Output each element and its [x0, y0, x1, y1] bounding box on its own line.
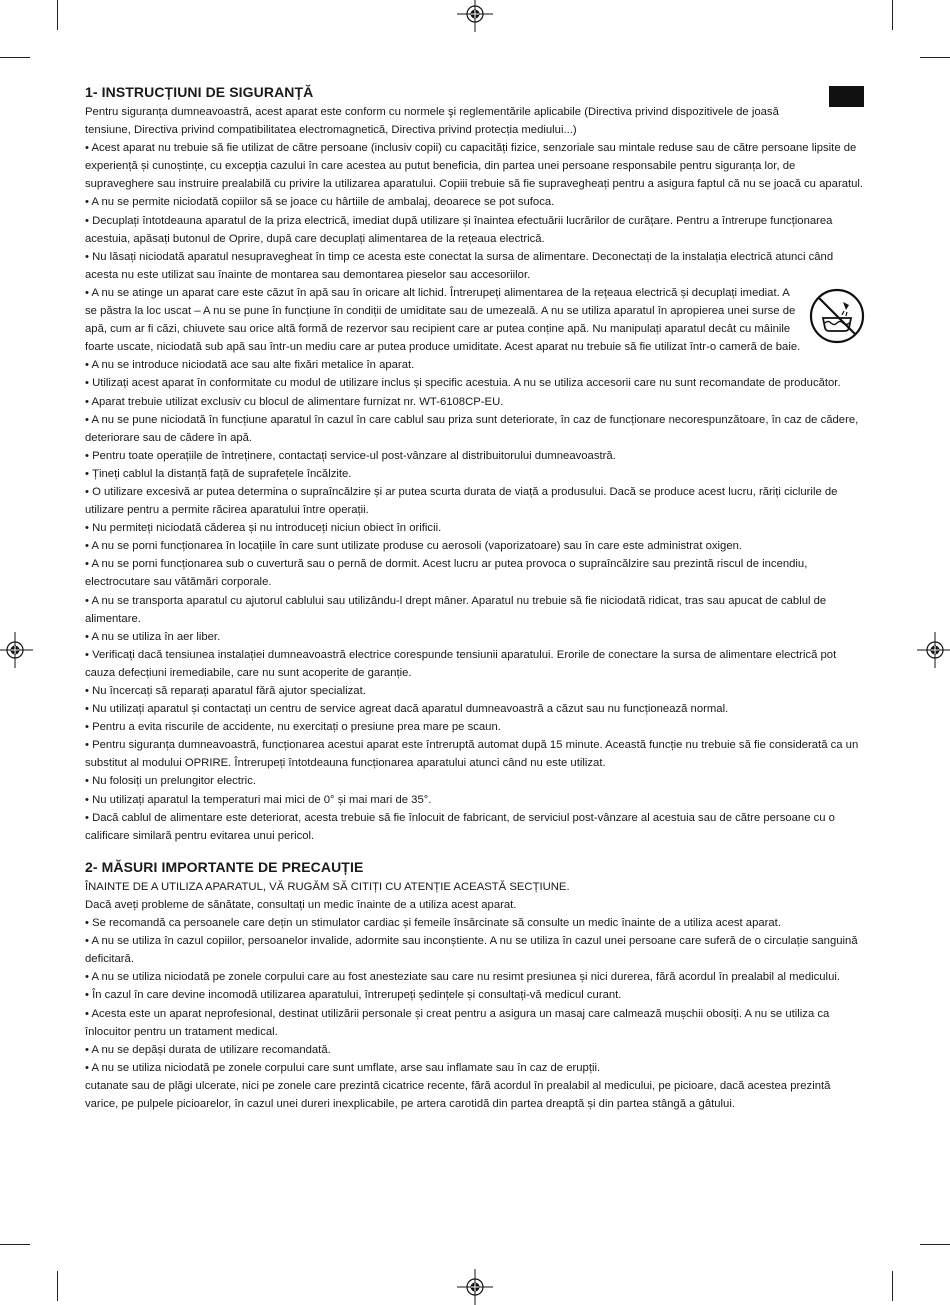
list-item: • Acest aparat nu trebuie să fie utilizat de către persoane (inclusiv copii) cu capacități fizice, senzoriale sau mintale reduse sau de către persoane lipsite de experiență și cunoștințe, cu excepția cazului în care acestea au putut beneficia, din partea unei persoane responsabile pentru siguranța lor, de supraveghere sau instruire prealabilă cu privire la utilizarea aparatului. Copiii trebuie să fie supravegheați pentru a asigura faptul că nu se joacă cu aparatul. — [85, 142, 864, 191]
list-item: • Țineți cablul la distanță față de suprafețele încălzite. — [85, 467, 352, 480]
crop-mark — [920, 57, 950, 58]
registration-mark-icon — [917, 632, 950, 668]
registration-mark-icon — [457, 1269, 493, 1305]
list-item: • Utilizați acest aparat în conformitate cu modul de utilizare inclus și specific acestuia. A nu se utiliza accesorii care nu sunt recomandate de producător. — [85, 377, 841, 390]
list-item: • A nu se atinge un aparat care este căzut în apă sau în oricare alt lichid. Întrerupeți alimentarea de la rețeaua electrică și decuplați imediat. A se păstra la loc uscat – A nu se pune în funcțiune în condiții de umiditate sau de umezeală. A nu se utiliza aparatul în apropierea unei surse de apă, cum ar fi căzi, chiuvete sau orice altă formă de rezervor sau recipient care ar putea conține apă. Nu manipulați aparatul decât cu mâinile foarte uscate, niciodată sub apă sau într-un mediu care ar putea produce umiditate. Acest aparat nu trebuie să fie utilizat într-o cameră de baie. — [85, 286, 801, 354]
registration-mark-icon — [457, 0, 493, 32]
manual-content — [85, 84, 865, 1113]
list-item: • Verificați dacă tensiunea instalației dumneavoastră electrice corespunde tensiunii aparatului. Erorile de conectare la sursa de alimentare electrică pot cauza defecțiuni iremediabile, care nu sunt acoperite de garanție. — [85, 648, 837, 679]
list-item: • Pentru siguranța dumneavoastră, funcționarea acestui aparat este întreruptă automat după 15 minute. Această funcție nu trebuie să fie considerată ca un substitut al modului OPRIRE. Întrerupeți întotdeauna funcționarea aparatului atunci când nu este utilizat. — [85, 739, 859, 770]
list-item: • Se recomandă ca persoanele care dețin un stimulator cardiac și femeile însărcinate să consulte un medic înainte de a utiliza acest aparat. — [85, 917, 781, 930]
list-item: • A nu se porni funcționarea sub o cuvertură sau o pernă de dormit. Acest lucru ar putea provoca o supraîncălzire sau prezintă riscul de incendiu, electrocutare sau vătămări corporale. — [85, 558, 808, 589]
list-item: • Nu încercați să reparați aparatul fără ajutor specializat. — [85, 685, 366, 697]
list-item: • A nu se pune niciodată în funcțiune aparatul în cazul în care cablul sau priza sunt deteriorate, în caz de funcționare necorespunzătoare, în caz de cădere, deteriorare sau de cădere în apă. — [85, 413, 859, 444]
list-item: • Nu utilizați aparatul la temperaturi mai mici de 0° și mai mari de 35°. — [85, 793, 432, 806]
list-item: • A nu se depăși durata de utilizare recomandată. — [85, 1043, 331, 1056]
list-item: • Dacă cablul de alimentare este deteriorat, acesta trebuie să fie înlocuit de fabricant, de serviciul post-vânzare al acestuia sau de către persoane cu o calificare similară pentru evitarea unui pericol. — [85, 811, 835, 842]
list-item: • În cazul în care devine incomodă utilizarea aparatului, întrerupeți ședințele și consultați-vă medicul curant. — [85, 989, 622, 1002]
crop-mark — [0, 57, 30, 58]
list-item: • A nu se introduce niciodată ace sau alte fixări metalice în aparat. — [85, 359, 415, 372]
no-water-bath-icon — [809, 288, 865, 344]
water-warning — [85, 284, 865, 356]
list-item: • A nu se utiliza în aer liber. — [85, 630, 221, 643]
list-item: • A nu se permite niciodată copiilor să se joace cu hârtiile de ambalaj, deoarece se pot sufoca. — [85, 196, 555, 209]
list-item: Dacă aveți probleme de sănătate, consultați un medic înainte de a utiliza acest aparat. — [85, 898, 517, 911]
list-item: • Nu lăsați niciodată aparatul nesupravegheat în timp ce acesta este conectat la sursa de alimentare. Deconectați de la instalația electrică atunci când acesta nu este utilizat sau înainte de montarea sau demontarea pieselor sau accesoriilor. — [85, 250, 834, 281]
list-item: • A nu se utiliza niciodată pe zonele corpului care au fost anesteziate sau care nu resimt presiunea și nici durerea, fără acordul în prealabil al medicului. — [85, 971, 840, 984]
crop-mark — [0, 1244, 30, 1245]
list-item: • Pentru a evita riscurile de accidente, nu exercitați o presiune prea mare pe scaun. — [85, 721, 501, 734]
list-item: • Decuplați întotdeauna aparatul de la priza electrică, imediat după utilizare și înaintea efectuării lucrărilor de curățare. Pentru a întrerupe funcționarea acestuia, apăsați butonul de Oprire, după care decuplați alimentarea de la rețeaua electrică. — [85, 214, 833, 245]
list-item: • A nu se utiliza niciodată pe zonele corpului care sunt umflate, arse sau inflamate sau în caz de erupții. — [85, 1061, 601, 1074]
list-item: cutanate sau de plăgi ulcerate, nici pe zonele care prezintă cicatrice recente, fără acordul în prealabil al medicului, pe picioare, dacă acestea prezintă varice, pe pulpele picioarelor, în cazul unei dureri inexplicabile, pe artera carotidă din partea dreaptă și din partea stângă a gâtului. — [85, 1079, 831, 1110]
list-item: • A nu se utiliza în cazul copiilor, persoanelor invalide, adormite sau inconștiente. A nu se utiliza în cazul unei persoane care suferă de o circulație sanguină deficitară. — [85, 935, 858, 966]
section-2-notice: ÎNAINTE DE A UTILIZA APARATUL, VĂ RUGĂM SĂ CITIȚI CU ATENȚIE ACEASTĂ SECȚIUNE. — [85, 880, 570, 893]
list-item: • Pentru toate operațiile de întreținere, contactați service-ul post-vânzare al distribuitorului dumneavoastră. — [85, 449, 616, 462]
list-item: • Nu folosiți un prelungitor electric. — [85, 775, 256, 788]
list-item: • O utilizare excesivă ar putea determina o supraîncălzire și ar putea scurta durata de viață a produsului. Dacă se produce acest lucru, răriți ciclurile de utilizare pentru a permite răcirea aparatului între operații. — [85, 485, 838, 517]
crop-mark — [57, 1271, 58, 1301]
registration-mark-icon — [0, 632, 33, 668]
list-item: • A nu se porni funcționarea în locațiile în care sunt utilizate produse cu aerosoli (vaporizatoare) sau în care este administrat oxigen. — [85, 540, 743, 553]
crop-mark — [892, 1271, 893, 1301]
list-item: • Aparat trebuie utilizat exclusiv cu blocul de alimentare furnizat nr. WT-6108CP-EU. — [85, 395, 504, 408]
list-item: • Acesta este un aparat neprofesional, destinat utilizării personale și creat pentru a asigura un masaj care calmează mușchii obosiți. A nu se utiliza ca înlocuitor pentru un tratament medical. — [85, 1007, 830, 1038]
list-item: • Nu utilizați aparatul și contactați un centru de service agreat dacă aparatul dumneavoastră a căzut sau nu funcționează normal. — [85, 703, 729, 716]
section-2-title: 2- MĂSURI IMPORTANTE DE PRECAUȚIE — [85, 858, 364, 875]
list-item: • Nu permiteți niciodată căderea și nu introduceți niciun obiect în orificii. — [85, 522, 442, 535]
crop-mark — [57, 0, 58, 30]
crop-mark — [892, 0, 893, 30]
section-1-intro: Pentru siguranța dumneavoastră, acest aparat este conform cu normele şi reglementările aplicabile (Directiva privind dispozitivele de joasă tensiune, Directiva privind compatibilitatea electromagnetică, Directiva privind protecția mediului...) — [85, 106, 779, 137]
crop-mark — [920, 1244, 950, 1245]
section-1-title: 1- INSTRUCȚIUNI DE SIGURANȚĂ — [85, 84, 314, 100]
list-item: • A nu se transporta aparatul cu ajutorul cablului sau utilizându-l drept mâner. Aparatul nu trebuie să fie niciodată ridicat, tras sau apucat de cablul de alimentare. — [85, 594, 827, 625]
